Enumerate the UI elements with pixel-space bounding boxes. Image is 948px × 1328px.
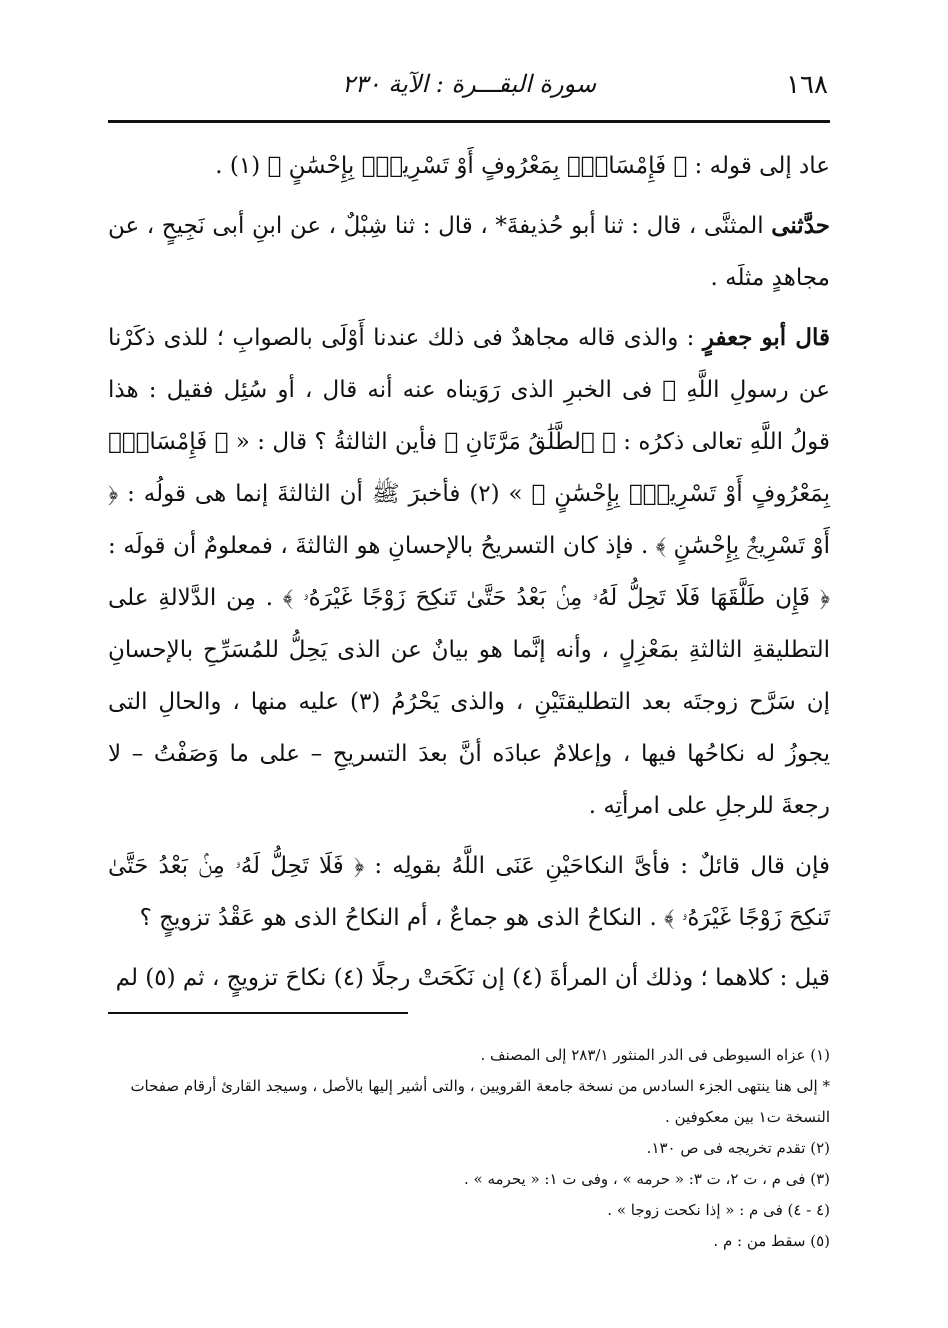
paragraph-2-text: المثنَّى ، قال : ثنا أبو حُذيفةَ* ، قال : ثنا شِبْلٌ ، عن ابنِ أبى نَجِيحٍ ، عن مجاهدٍ مثلَه . [108, 213, 830, 291]
footnote-rule [108, 1012, 408, 1014]
paragraph-1: عاد إلى قوله : ﴿ فَإِمْسَاكٌۢ بِمَعْرُوفٍ أَوْ تَسْرِيحٌۢ بِإِحْسَٰنٍ ﴾ (١) . [215, 153, 830, 179]
paragraph-4: فإن قال قائلٌ : فأىَّ النكاحَيْنِ عَنَى اللَّهُ بقولِه : ﴿ فَلَا تَحِلُّ لَهُۥ مِنۢ بَعْدُ حَتَّىٰ تَنكِحَ زَوْجًا غَيْرَهُۥ ﴾ . النكاحُ الذى هو جماعٌ ، أم النكاحُ الذى هو عَقْدُ تزويجٍ ؟ [108, 853, 830, 931]
paragraph-3-lead: قال أبو جعفرٍ [702, 324, 830, 351]
footnote-1: (١) عزاه السيوطى فى الدر المنثور ٢٨٣/١ إلى المصنف . [480, 1046, 830, 1064]
paragraph-2-lead: حدَّثنى [771, 212, 830, 239]
page-header [110, 70, 828, 110]
footnote-2: (٢) تقدم تخريجه فى ص ١٣٠. [646, 1139, 830, 1157]
main-text [108, 140, 830, 1012]
footnote-5: (٥) سقط من : م . [713, 1232, 830, 1250]
paragraph-5: قيل : كلاهما ؛ وذلك أن المرأةَ (٤) إن نَكَحَتْ رجلًا (٤) نكاحَ تزويجٍ ، ثم (٥) لم [115, 965, 830, 991]
footnote-star: * إلى هنا ينتهى الجزء السادس من نسخة جامعة القرويين ، والتى أشير إليها بالأصل ، وسيجد القارئ أرقام صفحات النسخة ت١ بين معكوفين . [130, 1077, 830, 1126]
paragraph-2 [108, 200, 830, 304]
footnotes [108, 1040, 830, 1257]
running-title: سورة البقـــرة : الآية ٢٣٠ [341, 70, 597, 98]
footnote-3: (٣) فى م ، ت ٢، ت ٣: « حرمه » ، وفى ت ١: « يحرمه » . [464, 1170, 830, 1188]
header-rule [108, 120, 830, 123]
paragraph-3-text: : والذى قاله مجاهدٌ فى ذلك عندنا أَوْلَى بالصوابِ ؛ للذى ذكَرْنا عن رسولِ اللَّهِ ﷺ فى الخبرِ الذى رَوَيناه عنه أنه قال ، أو سُئِل فقيل : هذا قولُ اللَّهِ تعالى ذكرُه : ﴿ ٱلطَّلَٰقُ مَرَّتَانِ ﴾ فأين الثالثةُ ؟ قال : « ﴿ فَإِمْسَاكٌۢ بِمَعْرُوفٍ أَوْ تَسْرِيحٌۢ بِإِحْسَٰنٍ ﴾ » (٢) فأخبرَ ﷺ أن الثالثةَ إنما هى قولُه : ﴿ أَوْ تَسْرِيحٌۢ بِإِحْسَٰنٍ ﴾ . فإذ كان التسريحُ بالإحسانِ هو الثالثةَ ، فمعلومٌ أن قولَه : ﴿ فَإِن طَلَّقَهَا فَلَا تَحِلُّ لَهُۥ مِنۢ بَعْدُ حَتَّىٰ تَنكِحَ زَوْجًا غَيْرَهُۥ ﴾ . مِن الدَّلالةِ على التطليقةِ الثالثةِ بمَعْزِلٍ ، وأنه إنَّما هو بيانٌ عن الذى يَحِلُّ للمُسَرِّحِ بالإحسانِ إن سَرَّح زوجتَه بعد التطليقتَيْنِ ، والذى يَحْرُمُ (٣) عليه منها ، والحالِ التى يجوزُ له نكاحُها فيها ، وإعلامٌ عبادَه أنَّ بعدَ التسريحِ – على ما وَصَفْتُ – لا رجعةَ للرجلِ على امرأتِه . [108, 325, 830, 819]
footnote-4: (٤ - ٤) فى م : « إذا نكحت زوجا » . [607, 1201, 830, 1219]
paragraph-3 [108, 312, 830, 832]
page-number: ١٦٨ [786, 70, 828, 100]
